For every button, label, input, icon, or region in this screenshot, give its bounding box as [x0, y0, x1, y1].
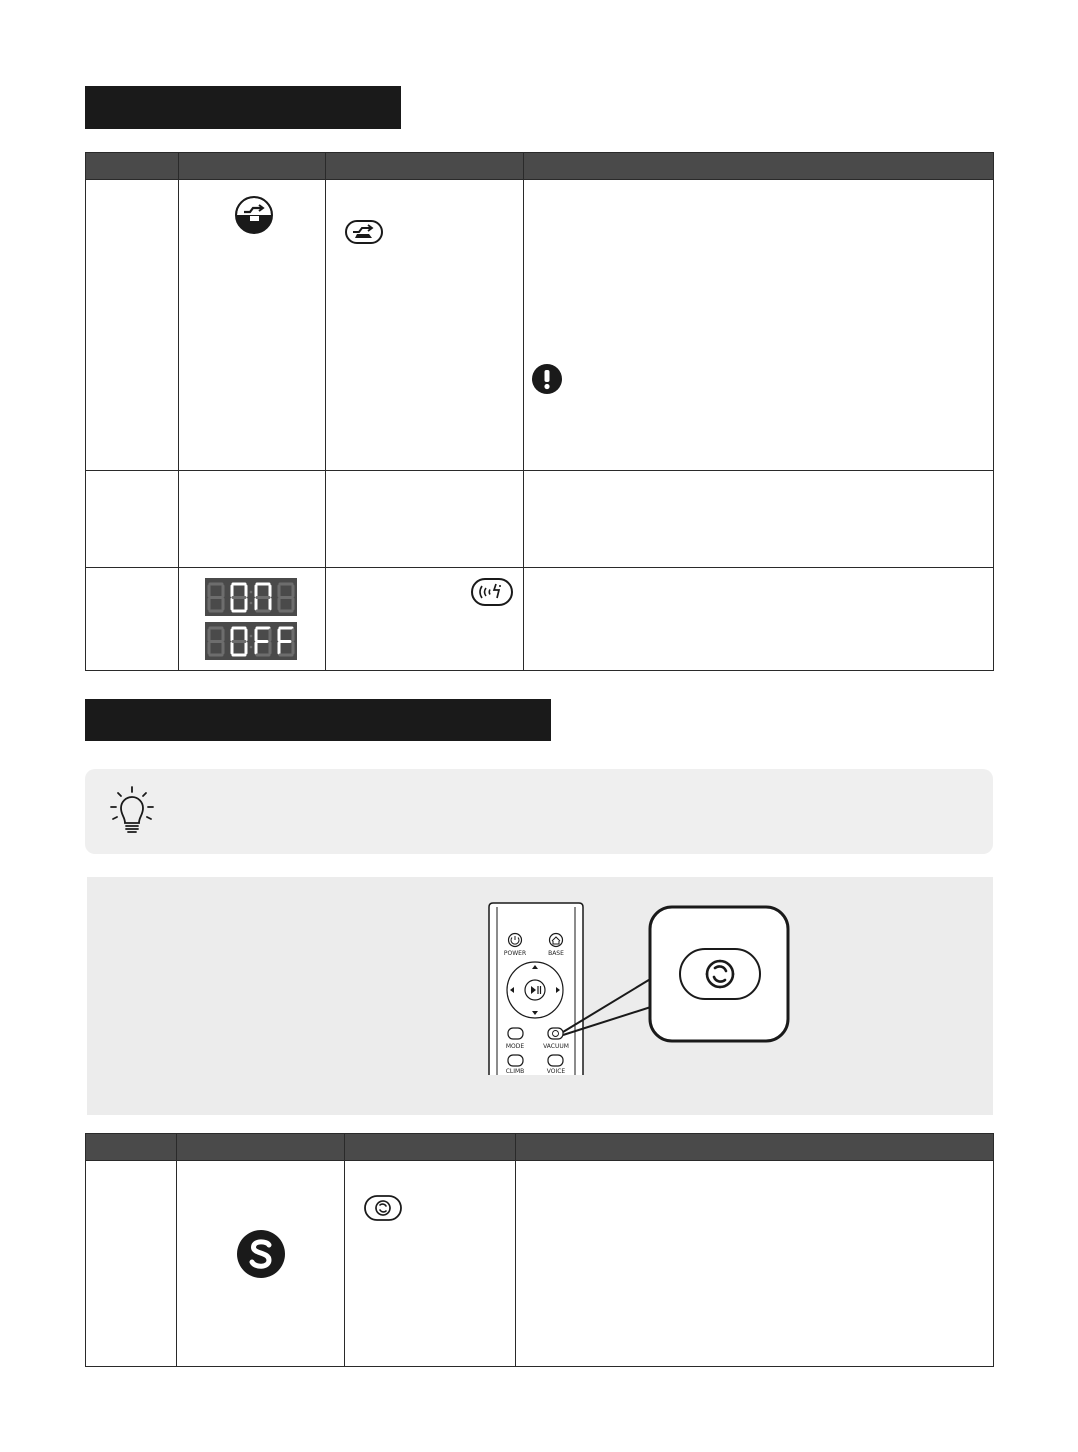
table-row — [86, 180, 994, 471]
climb-button-icon — [345, 220, 383, 244]
function-table-1 — [85, 152, 994, 671]
tip-box — [85, 769, 993, 854]
segment-readout-on — [205, 578, 297, 616]
remote-climb-label: CLIMB — [505, 1068, 525, 1075]
voice-off-display — [205, 622, 297, 660]
table-row — [86, 471, 994, 568]
remote-vacuum-label: VACUUM — [543, 1043, 569, 1050]
remote-base-label: BASE — [548, 950, 564, 957]
table-row — [86, 568, 994, 671]
vacuum-button-icon — [364, 1195, 402, 1221]
function-table-2 — [85, 1133, 994, 1367]
table-row — [86, 1161, 994, 1367]
remote-power-label: POWER — [503, 950, 527, 957]
segment-readout-off — [205, 622, 297, 660]
table-header-row — [86, 1134, 994, 1161]
exclamation-icon — [531, 363, 563, 395]
s-mode-icon — [236, 1229, 286, 1279]
remote-mode-label: MODE — [505, 1043, 525, 1050]
remote-voice-label: VOICE — [546, 1068, 566, 1075]
climb-icon — [235, 196, 273, 234]
lightbulb-icon — [107, 785, 157, 837]
section-header-bar-2 — [85, 699, 551, 741]
remote-illustration-panel — [87, 877, 993, 1115]
voice-on-display — [205, 578, 297, 616]
section-header-bar-1 — [85, 86, 401, 129]
table-header-row — [86, 153, 994, 180]
remote-control-illustration — [487, 901, 797, 1079]
voice-icon — [471, 578, 513, 606]
